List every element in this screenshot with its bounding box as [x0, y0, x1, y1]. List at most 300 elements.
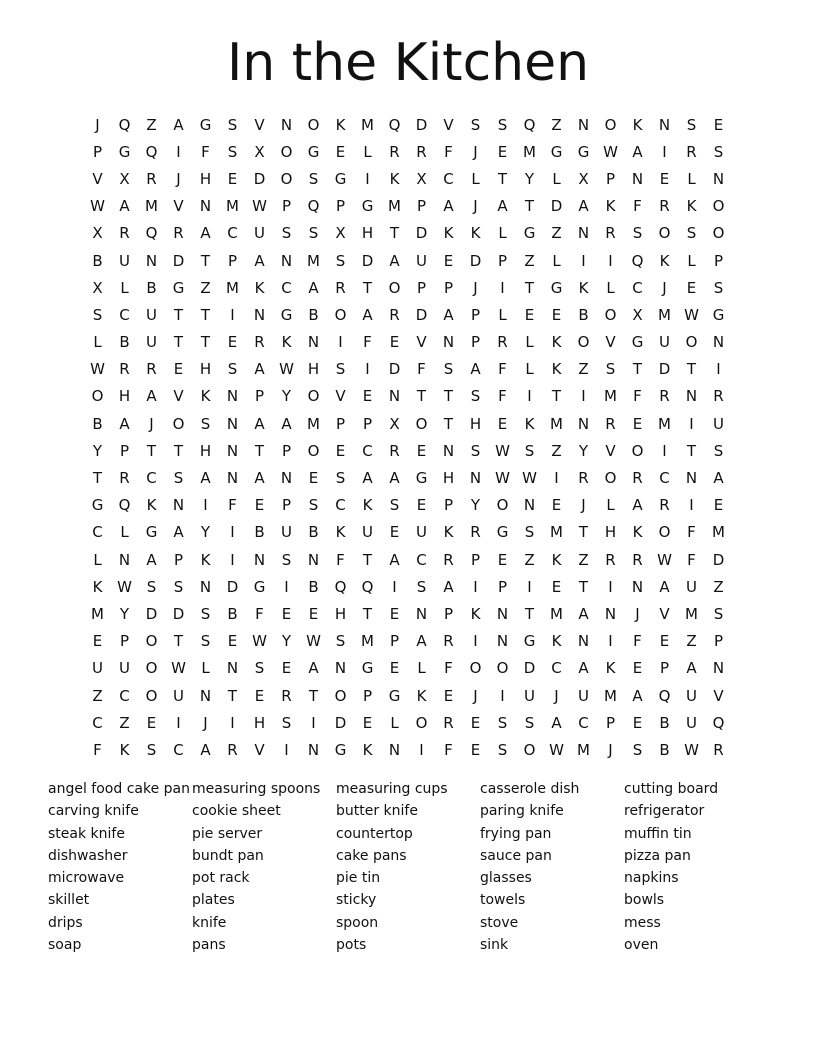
grid-letter: K — [119, 740, 130, 759]
grid-letter: O — [469, 659, 482, 678]
grid-letter: N — [334, 659, 347, 678]
grid-letter: N — [226, 414, 239, 433]
grid-letter: R — [227, 740, 238, 759]
grid-letter: F — [201, 142, 210, 161]
grid-letter: E — [551, 305, 562, 324]
grid-letter: Z — [551, 115, 562, 134]
grid-letter: N — [307, 740, 320, 759]
grid-letter: A — [200, 469, 211, 488]
grid-letter: N — [118, 550, 131, 569]
grid-letter: I — [365, 360, 370, 379]
grid-letter: C — [119, 305, 130, 324]
grid-letter: Y — [119, 604, 130, 623]
grid-letter: E — [146, 713, 157, 732]
grid-letter: C — [416, 550, 427, 569]
grid-letter: Z — [578, 360, 589, 379]
grid-letter: K — [335, 115, 346, 134]
grid-letter: Y — [281, 632, 292, 651]
grid-letter: M — [658, 305, 671, 324]
grid-letter: S — [470, 387, 481, 406]
grid-letter: L — [120, 523, 129, 542]
grid-letter: K — [524, 414, 535, 433]
grid-letter: H — [307, 360, 320, 379]
grid-letter: J — [473, 197, 478, 216]
grid-letter: A — [254, 360, 265, 379]
grid-letter: H — [253, 713, 266, 732]
grid-letter: S — [308, 224, 319, 243]
grid-letter: S — [443, 360, 454, 379]
grid-letter: W — [603, 142, 618, 161]
grid-letter: Y — [281, 387, 292, 406]
grid-letter: G — [361, 659, 374, 678]
grid-letter: S — [713, 604, 724, 623]
grid-letter: R — [254, 333, 265, 352]
grid-letter: I — [662, 142, 667, 161]
grid-letter: U — [281, 523, 292, 542]
grid-letter: O — [280, 169, 293, 188]
grid-letter: O — [496, 659, 509, 678]
grid-letter: G — [307, 142, 320, 161]
grid-letter: T — [173, 632, 184, 651]
grid-letter: B — [659, 740, 670, 759]
grid-row — [84, 492, 732, 519]
grid-letter: A — [146, 550, 157, 569]
grid-letter: O — [604, 115, 617, 134]
grid-letter: V — [659, 604, 670, 623]
grid-letter: R — [281, 686, 292, 705]
grid-letter: E — [227, 632, 238, 651]
grid-letter: Q — [712, 713, 725, 732]
grid-letter: U — [686, 686, 697, 705]
grid-letter: N — [712, 659, 725, 678]
grid-letter: O — [388, 278, 401, 297]
grid-letter: W — [522, 469, 537, 488]
grid-letter: M — [685, 604, 698, 623]
grid-letter: L — [606, 496, 615, 515]
grid-letter: X — [92, 224, 103, 243]
grid-letter: Y — [200, 523, 211, 542]
grid-letter: I — [284, 740, 289, 759]
grid-letter: N — [199, 577, 212, 596]
grid-letter: E — [659, 169, 670, 188]
grid-letter: Y — [92, 441, 103, 460]
word-list-item: oven — [624, 937, 659, 954]
grid-letter: F — [93, 740, 102, 759]
grid-letter: J — [581, 496, 586, 515]
grid-letter: D — [145, 604, 158, 623]
grid-letter: B — [227, 604, 238, 623]
grid-letter: U — [686, 713, 697, 732]
grid-letter: J — [554, 686, 559, 705]
grid-letter: U — [146, 305, 157, 324]
grid-letter: D — [415, 305, 428, 324]
grid-letter: T — [524, 197, 535, 216]
grid-letter: M — [550, 523, 563, 542]
grid-letter: E — [524, 305, 535, 324]
grid-letter: Z — [92, 686, 103, 705]
grid-letter: N — [631, 577, 644, 596]
grid-letter: G — [523, 224, 536, 243]
grid-letter: O — [145, 659, 158, 678]
word-list-item: carving knife — [48, 803, 139, 820]
grid-letter: H — [469, 414, 482, 433]
grid-letter: X — [578, 169, 589, 188]
grid-letter: M — [658, 414, 671, 433]
grid-row — [84, 301, 732, 328]
grid-letter: R — [659, 496, 670, 515]
grid-letter: K — [605, 659, 616, 678]
grid-letter: U — [686, 577, 697, 596]
grid-letter: O — [280, 142, 293, 161]
grid-letter: C — [281, 278, 292, 297]
grid-letter: M — [604, 686, 617, 705]
grid-letter: S — [497, 713, 508, 732]
grid-letter: H — [361, 224, 374, 243]
grid-letter: P — [335, 197, 346, 216]
grid-letter: E — [632, 659, 643, 678]
grid-letter: R — [443, 550, 454, 569]
grid-letter: A — [578, 197, 589, 216]
grid-letter: M — [226, 197, 239, 216]
grid-letter: O — [577, 333, 590, 352]
grid-letter: K — [470, 224, 481, 243]
grid-letter: T — [92, 469, 103, 488]
grid-letter: K — [659, 251, 670, 270]
grid-letter: E — [389, 523, 400, 542]
grid-letter: B — [308, 305, 319, 324]
grid-row — [84, 329, 732, 356]
grid-letter: W — [279, 360, 294, 379]
grid-letter: T — [362, 550, 373, 569]
grid-letter: I — [581, 387, 586, 406]
grid-letter: E — [281, 659, 292, 678]
grid-letter: T — [173, 333, 184, 352]
word-list-item: cake pans — [336, 847, 407, 864]
grid-letter: A — [713, 469, 724, 488]
word-list-item: spoon — [336, 914, 379, 931]
grid-letter: E — [227, 333, 238, 352]
grid-letter: J — [473, 278, 478, 297]
grid-letter: L — [390, 713, 399, 732]
grid-letter: R — [659, 387, 670, 406]
grid-letter: I — [608, 632, 613, 651]
word-list-item: cutting board — [624, 781, 719, 797]
grid-letter: F — [444, 142, 453, 161]
word-list-item: bowls — [624, 892, 665, 909]
grid-letter: A — [389, 550, 400, 569]
grid-letter: V — [605, 441, 616, 460]
grid-letter: S — [524, 523, 535, 542]
grid-letter: D — [712, 550, 725, 569]
grid-letter: O — [415, 414, 428, 433]
grid-letter: H — [442, 469, 455, 488]
grid-letter: K — [200, 550, 211, 569]
grid-letter: K — [416, 686, 427, 705]
grid-letter: B — [308, 523, 319, 542]
grid-row — [84, 111, 732, 138]
grid-letter: Z — [200, 278, 211, 297]
grid-letter: Q — [631, 251, 644, 270]
grid-letter: P — [254, 387, 265, 406]
grid-row — [84, 247, 732, 274]
grid-letter: H — [199, 169, 212, 188]
grid-letter: H — [604, 523, 617, 542]
grid-letter: R — [632, 469, 643, 488]
grid-letter: H — [199, 360, 212, 379]
grid-letter: M — [307, 251, 320, 270]
grid-letter: C — [119, 686, 130, 705]
grid-letter: O — [631, 441, 644, 460]
word-list-item: paring knife — [480, 803, 564, 820]
grid-letter: O — [91, 387, 104, 406]
grid-letter: A — [119, 197, 130, 216]
grid-letter: J — [635, 604, 640, 623]
grid-letter: Z — [146, 115, 157, 134]
grid-letter: N — [388, 387, 401, 406]
grid-letter: U — [146, 333, 157, 352]
grid-letter: V — [92, 169, 103, 188]
grid-letter: G — [550, 142, 563, 161]
grid-letter: N — [199, 197, 212, 216]
grid-letter: L — [687, 169, 696, 188]
grid-letter: S — [632, 740, 643, 759]
grid-letter: C — [227, 224, 238, 243]
grid-letter: L — [687, 251, 696, 270]
grid-letter: N — [442, 441, 455, 460]
grid-letter: X — [416, 169, 427, 188]
grid-letter: N — [577, 632, 590, 651]
grid-letter: U — [713, 414, 724, 433]
grid-letter: L — [525, 333, 534, 352]
grid-letter: Z — [713, 577, 724, 596]
grid-letter: Q — [658, 686, 671, 705]
grid-letter: K — [551, 550, 562, 569]
word-list-item: glasses — [480, 870, 532, 887]
grid-letter: P — [443, 278, 454, 297]
word-list-item: skillet — [48, 892, 90, 909]
grid-letter: I — [230, 550, 235, 569]
grid-letter: R — [389, 142, 400, 161]
grid-letter: Q — [361, 577, 374, 596]
grid-letter: W — [171, 659, 186, 678]
grid-letter: G — [145, 523, 158, 542]
grid-letter: E — [497, 142, 508, 161]
grid-letter: F — [228, 496, 237, 515]
grid-letter: Z — [119, 713, 130, 732]
grid-letter: D — [172, 604, 185, 623]
grid-letter: N — [577, 414, 590, 433]
word-list-item: muffin tin — [624, 825, 692, 842]
grid-letter: O — [172, 414, 185, 433]
grid-letter: N — [280, 469, 293, 488]
word-list-item: knife — [192, 914, 227, 931]
grid-letter: A — [497, 197, 508, 216]
word-list-item: mess — [624, 914, 661, 931]
grid-letter: I — [500, 278, 505, 297]
grid-letter: T — [308, 686, 319, 705]
grid-letter: P — [119, 632, 130, 651]
grid-letter: E — [443, 251, 454, 270]
grid-letter: S — [605, 360, 616, 379]
word-list-item: steak knife — [48, 825, 125, 842]
grid-letter: E — [308, 604, 319, 623]
grid-letter: I — [419, 740, 424, 759]
grid-letter: M — [550, 604, 563, 623]
grid-letter: F — [363, 333, 372, 352]
grid-letter: A — [173, 523, 184, 542]
grid-row — [84, 519, 732, 546]
grid-letter: J — [608, 740, 613, 759]
grid-letter: R — [470, 523, 481, 542]
word-list-item: dishwasher — [48, 847, 128, 864]
grid-letter: F — [444, 659, 453, 678]
grid-letter: T — [686, 441, 697, 460]
grid-letter: K — [254, 278, 265, 297]
grid-letter: U — [119, 251, 130, 270]
grid-letter: A — [281, 414, 292, 433]
word-list-item: stove — [480, 914, 519, 931]
grid-letter: A — [119, 414, 130, 433]
grid-letter: M — [226, 278, 239, 297]
grid-letter: F — [633, 632, 642, 651]
grid-letter: W — [684, 305, 699, 324]
grid-row — [84, 356, 732, 383]
grid-letter: S — [146, 740, 157, 759]
grid-letter: S — [497, 115, 508, 134]
grid-letter: N — [307, 550, 320, 569]
grid-letter: J — [473, 142, 478, 161]
grid-letter: L — [471, 169, 480, 188]
grid-letter: K — [686, 197, 697, 216]
grid-letter: X — [632, 305, 643, 324]
grid-letter: S — [335, 251, 346, 270]
grid-letter: L — [417, 659, 426, 678]
grid-letter: A — [632, 142, 643, 161]
grid-letter: A — [578, 659, 589, 678]
grid-letter: O — [334, 686, 347, 705]
grid-letter: A — [254, 251, 265, 270]
grid-letter: E — [632, 713, 643, 732]
grid-row — [84, 193, 732, 220]
grid-letter: P — [281, 441, 292, 460]
grid-letter: E — [92, 632, 103, 651]
grid-letter: G — [118, 142, 131, 161]
grid-letter: I — [284, 577, 289, 596]
grid-letter: A — [686, 659, 697, 678]
grid-letter: K — [605, 197, 616, 216]
grid-letter: T — [362, 278, 373, 297]
grid-letter: R — [578, 469, 589, 488]
grid-letter: B — [578, 305, 589, 324]
grid-letter: E — [254, 686, 265, 705]
grid-row — [84, 682, 732, 709]
grid-letter: W — [90, 360, 105, 379]
grid-letter: C — [578, 713, 589, 732]
grid-letter: X — [335, 224, 346, 243]
grid-letter: U — [416, 523, 427, 542]
grid-letter: N — [604, 604, 617, 623]
grid-letter: R — [713, 387, 724, 406]
grid-letter: R — [146, 169, 157, 188]
grid-letter: P — [92, 142, 103, 161]
grid-letter: R — [605, 550, 616, 569]
grid-letter: T — [632, 360, 643, 379]
grid-letter: P — [416, 197, 427, 216]
grid-letter: M — [145, 197, 158, 216]
grid-letter: V — [443, 115, 454, 134]
grid-letter: S — [200, 604, 211, 623]
grid-letter: T — [524, 604, 535, 623]
grid-letter: X — [92, 278, 103, 297]
grid-letter: R — [443, 632, 454, 651]
grid-letter: E — [470, 740, 481, 759]
grid-letter: R — [119, 224, 130, 243]
grid-letter: T — [551, 387, 562, 406]
grid-letter: O — [145, 632, 158, 651]
grid-letter: H — [334, 604, 347, 623]
grid-letter: E — [443, 686, 454, 705]
grid-letter: P — [227, 251, 238, 270]
grid-letter: Q — [307, 197, 320, 216]
grid-letter: S — [92, 305, 103, 324]
grid-letter: M — [307, 414, 320, 433]
grid-letter: A — [443, 197, 454, 216]
grid-letter: I — [230, 305, 235, 324]
grid-letter: E — [389, 333, 400, 352]
grid-letter: Z — [551, 441, 562, 460]
grid-letter: O — [712, 197, 725, 216]
grid-letter: H — [118, 387, 131, 406]
grid-letter: C — [443, 169, 454, 188]
grid-letter: T — [200, 305, 211, 324]
grid-letter: M — [604, 387, 617, 406]
grid-letter: S — [497, 740, 508, 759]
grid-letter: E — [713, 115, 724, 134]
grid-letter: P — [713, 251, 724, 270]
grid-letter: P — [443, 496, 454, 515]
grid-letter: Q — [145, 224, 158, 243]
grid-letter: K — [470, 604, 481, 623]
grid-letter: R — [146, 360, 157, 379]
grid-letter: G — [550, 278, 563, 297]
grid-letter: R — [389, 305, 400, 324]
grid-letter: J — [176, 169, 181, 188]
grid-letter: N — [226, 469, 239, 488]
grid-letter: R — [416, 142, 427, 161]
grid-letter: B — [308, 577, 319, 596]
grid-letter: F — [336, 550, 345, 569]
grid-letter: L — [498, 305, 507, 324]
grid-letter: U — [92, 659, 103, 678]
grid-letter: E — [632, 414, 643, 433]
grid-letter: A — [443, 305, 454, 324]
grid-letter: A — [146, 387, 157, 406]
grid-letter: Q — [118, 496, 131, 515]
grid-letter: G — [199, 115, 212, 134]
grid-letter: S — [686, 224, 697, 243]
grid-letter: K — [443, 224, 454, 243]
grid-letter: K — [551, 632, 562, 651]
grid-letter: J — [95, 115, 100, 134]
grid-letter: A — [362, 469, 373, 488]
grid-letter: Z — [686, 632, 697, 651]
grid-letter: T — [578, 577, 589, 596]
grid-letter: E — [470, 713, 481, 732]
grid-letter: E — [713, 496, 724, 515]
grid-letter: N — [280, 251, 293, 270]
grid-letter: N — [199, 686, 212, 705]
grid-letter: R — [443, 713, 454, 732]
